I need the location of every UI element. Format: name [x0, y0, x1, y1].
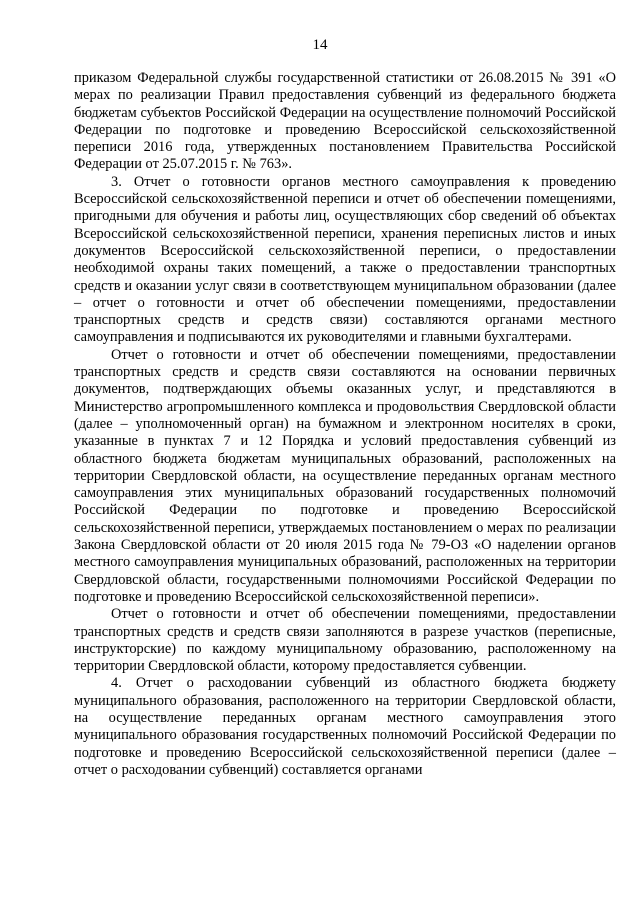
paragraph-continuation: приказом Федеральной службы государственной статистики от 26.08.2015 № 391 «О мерах по реализации Правил предоставления субвенций из федерального бюджета бюджетам субъектов Российской Федерации на осуществление полномочий Российской Федерации по подготовке и проведению Всероссийской сельскохозяйственной переписи 2016 года, утвержденных постановлением Правительства Российской Федерации от 25.07.2015 г. № 763».: [74, 70, 616, 173]
document-body: [74, 70, 616, 779]
paragraph-item-3: 3. Отчет о готовности органов местного самоуправления к проведению Всероссийской сельскохозяйственной переписи и отчет об обеспечении помещениями, пригодными для обучения и работы лиц, осуществляющих сбор сведений об объектах Всероссийской сельскохозяйственной переписи, хранения переписных листов и иных документов Всероссийской сельскохозяйственной переписи, о предоставлении необходимой охраны таких помещений, а также о предоставлении транспортных средств и оказании услуг связи в соответствующем муниципальном образовании (далее – отчет о готовности и отчет об обеспечении помещениями, предоставлении транспортных средств и средств связи) составляются органами местного самоуправления и подписываются их руководителями и главными бухгалтерами.: [74, 173, 616, 346]
page-number: 14: [312, 37, 328, 53]
paragraph-reports-submission: Отчет о готовности и отчет об обеспечении помещениями, предоставлении транспортных средств и средств связи составляются на основании первичных документов, подтверждающих объемы оказанных услуг, и представляются в Министерство агропромышленного комплекса и продовольствия Свердловской области (далее – уполномоченный орган) на бумажном и электронном носителях в сроки, указанные в пунктах 7 и 12 Порядка и условий предоставления субвенций из областного бюджета бюджетам муниципальных образований, расположенных на территории Свердловской области, на осуществление переданных органам местного самоуправления этих муниципальных образований государственных полномочий Российской Федерации по подготовке и проведению Всероссийской сельскохозяйственной переписи, утверждаемых постановлением о мерах по реализации Закона Свердловской области от 20 июля 2015 года № 79-ОЗ «О наделении органов местного самоуправления муниципальных образований, расположенных на территории Свердловской области, государственными полномочиями Российской Федерации по подготовке и проведению Всероссийской сельскохозяйственной переписи».: [74, 346, 616, 605]
paragraph-reports-breakdown: Отчет о готовности и отчет об обеспечении помещениями, предоставлении транспортных средств и средств связи заполняются в разрезе участков (переписные, инструкторские) по каждому муниципальному образованию, расположенному на территории Свердловской области, которому предоставляется субвенции.: [74, 606, 616, 675]
paragraph-item-4: 4. Отчет о расходовании субвенций из областного бюджета бюджету муниципального образования, расположенного на территории Свердловской области, на осуществление переданных органам местного самоуправления этого муниципального образования государственных полномочий Российской Федерации по подготовке и проведению Всероссийской сельскохозяйственной переписи (далее – отчет о расходовании субвенций) составляется органами: [74, 675, 616, 778]
